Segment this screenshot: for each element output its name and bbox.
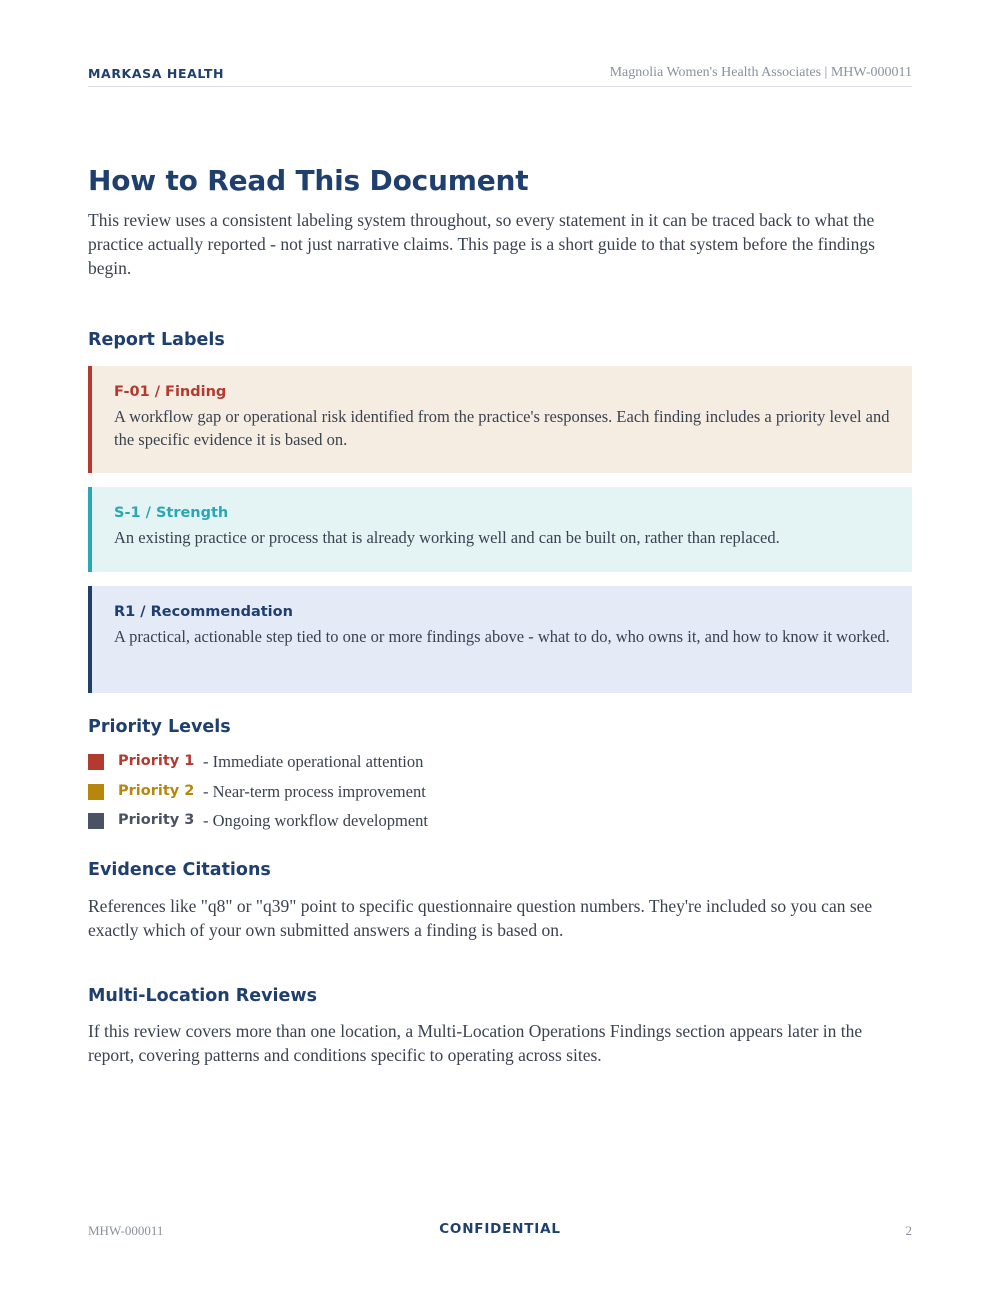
page-number: 2 <box>905 1223 912 1238</box>
evidence-citations-heading: Evidence Citations <box>88 860 271 880</box>
report-labels-heading: Report Labels <box>88 330 225 350</box>
priority-3-name: Priority 3 <box>118 812 195 828</box>
recommendation-label-title: R1 / Recommendation <box>114 604 293 620</box>
strength-label-description: An existing practice or process that is already working well and can be built on, rather than replaced. <box>114 528 780 547</box>
recommendation-label-box <box>88 586 912 693</box>
intro-paragraph: This review uses a consistent labeling system throughout, so every statement in it can be traced back to what the practice actually reported - not just narrative claims. This page is a short guide to that system before the findings begin. <box>88 210 875 278</box>
priority-levels-heading: Priority Levels <box>88 717 231 737</box>
priority-2-description: - Near-term process improvement <box>203 782 426 801</box>
evidence-citations-text: References like "q8" or "q39" point to specific questionnaire question numbers. They're included so you can see exactly which of your own submitted answers a finding is based on. <box>88 896 873 940</box>
page-header <box>88 64 912 87</box>
footer-document-id: MHW-000011 <box>88 1223 164 1238</box>
header-practice-id: Magnolia Women's Health Associates | MHW-000011 <box>609 65 912 80</box>
priority-3-swatch <box>88 813 104 829</box>
finding-label-box <box>88 366 912 473</box>
finding-label-description: A workflow gap or operational risk identified from the practice's responses. Each finding includes a priority level and the specific evidence it is based on. <box>114 407 890 449</box>
multi-location-text: If this review covers more than one location, a Multi-Location Operations Findings section appears later in the report, covering patterns and conditions specific to operating across sites. <box>88 1021 863 1065</box>
priority-2-name: Priority 2 <box>118 783 195 799</box>
priority-2-swatch <box>88 784 104 800</box>
recommendation-label-description: A practical, actionable step tied to one or more findings above - what to do, who owns it, and how to know it worked. <box>114 627 890 646</box>
priority-3-description: - Ongoing workflow development <box>203 811 428 830</box>
page-title: How to Read This Document <box>88 164 529 197</box>
document-page <box>88 0 912 1294</box>
strength-label-title: S-1 / Strength <box>114 505 229 521</box>
priority-1-name: Priority 1 <box>118 753 195 769</box>
priority-1-swatch <box>88 754 104 770</box>
finding-label-title: F-01 / Finding <box>114 384 227 400</box>
footer-confidential: CONFIDENTIAL <box>439 1221 561 1237</box>
priority-1-description: - Immediate operational attention <box>203 752 424 771</box>
multi-location-heading: Multi-Location Reviews <box>88 986 317 1006</box>
brand-name: MARKASA HEALTH <box>88 66 225 81</box>
strength-label-box <box>88 487 912 572</box>
